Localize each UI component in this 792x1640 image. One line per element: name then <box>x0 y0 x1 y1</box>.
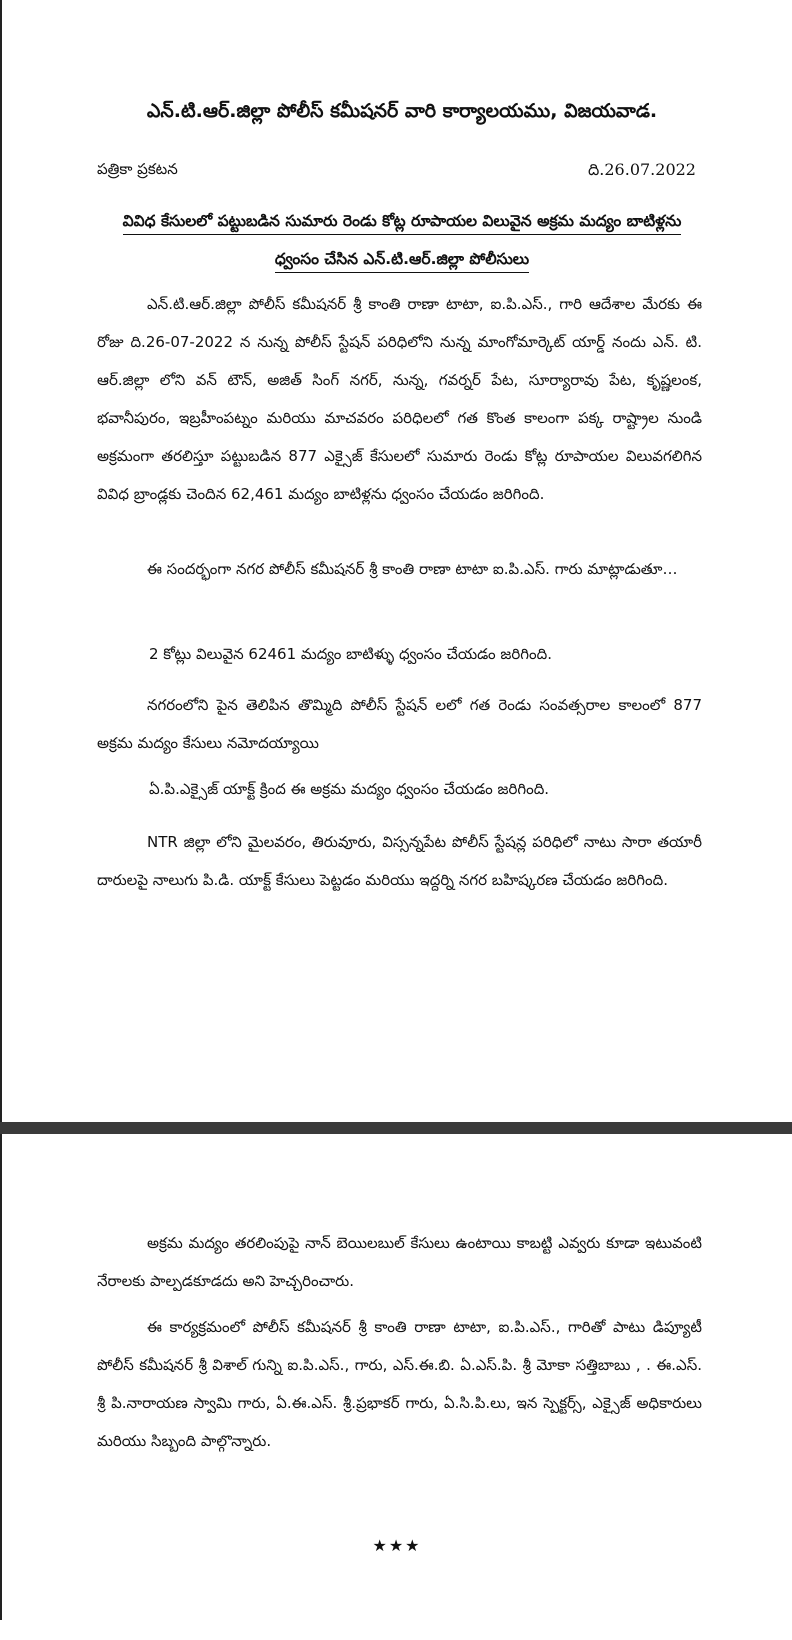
page-separator <box>0 1122 792 1134</box>
office-title: ఎన్.టి.ఆర్.జిల్లా పోలీస్ కమీషనర్ వారి కార్యాలయము, విజయవాడ. <box>146 100 658 122</box>
headline-line-1: వివిధ కేసులలో పట్టుబడిన సుమారు రెండు కోట్ల రూపాయల విలువైన అక్రమ మద్యం బాటిళ్లను <box>97 212 707 234</box>
release-date: ది.26.07.2022 <box>588 160 696 179</box>
statement-pd-act: NTR జిల్లా లోని మైలవరం, తిరువూరు, విస్సన్నపేట పోలీస్ స్టేషన్ల పరిధిలో నాటు సారా తయారీ దారులపై నాలుగు పి.డి. యాక్ట్ కేసులు పెట్టడం మరియు ఇద్దర్ని నగర బహిష్కరణ చేయడం జరిగింది. <box>97 833 702 889</box>
headline-line-2: ధ్వంసం చేసిన ఎన్.టి.ఆర్.జిల్లా పోలీసులు <box>97 250 707 272</box>
statement-bottles: 2 కోట్లు విలువైన 62461 మద్యం బాటిళ్ళు ధ్వంసం చేయడం జరిగింది. <box>149 645 552 663</box>
paragraph-participants: ఈ కార్యక్రమంలో పోలీస్ కమీషనర్ శ్రీ కాంతి రాణా టాటా, ఐ.పి.ఎస్., గారితో పాటు డిప్యూటీ పోలీస్ కమీషనర్ శ్రీ విశాల్ గున్ని ఐ.పి.ఎస్., గారు, ఎస్.ఈ.బి. ఏ.ఎస్.పి. శ్రీ మోకా సత్తిబాబు , . ఈ.ఎస్. శ్రీ పి.నారాయణ స్వామి గారు, ఏ.ఈ.ఎస్. శ్రీ.ప్రభాకర్ గారు, ఏ.సి.పి.లు, ఇన స్పెక్టర్స్, ఎక్సైజ్ అధికారులు మరియు సిబ్బంది పాల్గొన్నారు. <box>97 1318 702 1450</box>
end-stars: ★★★ <box>372 1536 422 1555</box>
paragraph-warning: అక్రమ మద్యం తరలింపుపై నాన్ బెయిలబుల్ కేసులు ఉంటాయి కాబట్టి ఎవ్వరు కూడా ఇటువంటి నేరాలకు పాల్పడకూడదు అని హెచ్చరించారు. <box>97 1234 702 1290</box>
document-page-2 <box>0 1134 790 1620</box>
paragraph-main: ఎన్.టి.ఆర్.జిల్లా పోలీస్ కమీషనర్ శ్రీ కాంతి రాణా టాటా, ఐ.పి.ఎస్., గారి ఆదేశాల మేరకు ఈ రోజు ది.26-07-2022 న నున్న పోలీస్ స్టేషన్ పరిధిలోని నున్న మాంగోమార్కెట్ యార్డ్ నందు ఎన్. టి. ఆర్.జిల్లా లోని వన్ టౌన్, అజిత్ సింగ్ నగర్, నున్న, గవర్నర్ పేట, సూర్యారావు పేట, కృష్ణలంక, భవానీపురం, ఇబ్రహీంపట్నం మరియు మాచవరం పరిధిలలో గత కొంత కాలంగా పక్క రాష్ట్రాల నుండి అక్రమంగా తరలిస్తూ పట్టుబడిన 877 ఎక్సైజ్ కేసులలో సుమారు రెండు కోట్ల రూపాయల విలువగలిగిన వివిధ బ్రాండ్లకు చెందిన 62,461 మద్యం బాటిళ్లను ధ్వంసం చేయడం జరిగింది. <box>97 295 702 503</box>
paragraph-commissioner-speech: ఈ సందర్భంగా నగర పోలీస్ కమీషనర్ శ్రీ కాంతి రాణా టాటా ఐ.పి.ఎస్. గారు మాట్లాడుతూ… <box>147 560 678 578</box>
statement-cases: నగరంలోని పైన తెలిపిన తొమ్మిది పోలీస్ స్టేషన్ లలో గత రెండు సంవత్సరాల కాలంలో 877 అక్రమ మద్యం కేసులు నమోదయ్యాయి <box>97 696 702 752</box>
press-release-label: పత్రికా ప్రకటన <box>97 160 178 178</box>
statement-excise-act: ఏ.పి.ఎక్సైజ్ యాక్ట్ క్రింద ఈ అక్రమ మద్యం ధ్వంసం చేయడం జరిగింది. <box>149 780 550 798</box>
